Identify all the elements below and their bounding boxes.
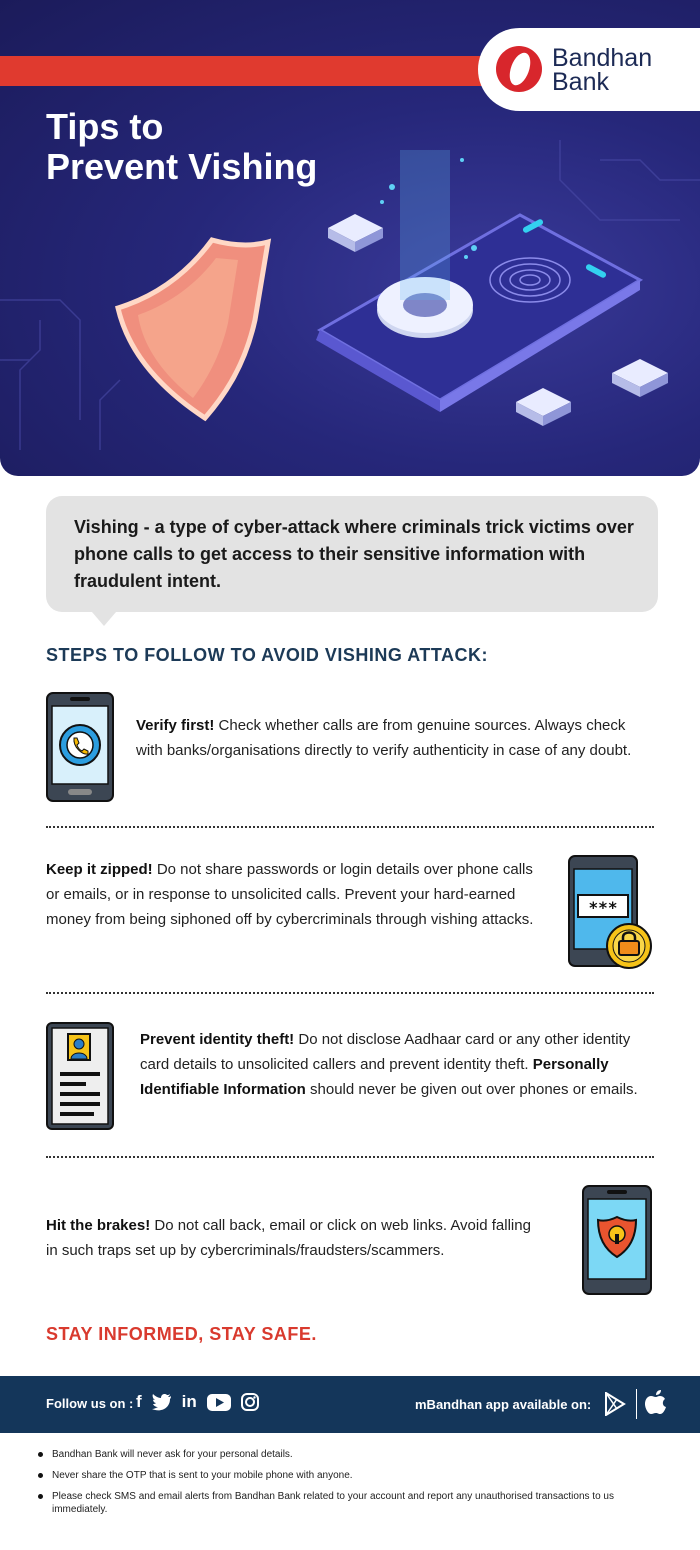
apple-icon[interactable] — [645, 1390, 667, 1416]
tip-3-body2: should never be given out over phones or emails. — [305, 1081, 638, 1098]
tip-2-heading: Keep it zipped! — [46, 861, 153, 878]
tip-hit-the-brakes — [46, 1213, 546, 1263]
note-item: Bandhan Bank will never ask for your personal details. — [38, 1448, 658, 1461]
tip-4-heading: Hit the brakes! — [46, 1217, 151, 1234]
hero-banner — [0, 0, 700, 476]
tip-3-body: Do not disclose Aadhaar card or any other identity card details to unsolicited callers and prevent identity theft. — [140, 1031, 631, 1073]
steps-heading: STEPS TO FOLLOW TO AVOID VISHING ATTACK: — [46, 645, 488, 665]
red-stripe — [0, 56, 560, 86]
bandhan-bank-logo[interactable] — [478, 28, 700, 111]
divider — [46, 1156, 654, 1158]
definition-callout — [46, 496, 658, 612]
svg-text:***: *** — [588, 898, 618, 917]
tip-4-body: Do not call back, email or click on web links. Avoid falling in such traps set up by cybercriminals/fraudsters/scammers. — [46, 1217, 531, 1259]
note-item: Please check SMS and email alerts from Bandhan Bank related to your account and report any unauthorised transactions to us immediately. — [38, 1490, 658, 1516]
social-links — [136, 1392, 259, 1412]
closing-message: STAY INFORMED, STAY SAFE. — [46, 1324, 317, 1344]
divider — [46, 992, 654, 994]
google-play-icon[interactable] — [604, 1392, 626, 1416]
youtube-icon[interactable] — [207, 1394, 231, 1411]
store-divider — [636, 1389, 637, 1419]
instagram-icon[interactable] — [241, 1393, 259, 1411]
title-line1: Tips to — [46, 106, 164, 147]
phone-shield-icon — [582, 1185, 654, 1297]
tip-3-heading: Prevent identity theft! — [140, 1031, 295, 1048]
logo-line1: Bandhan — [552, 44, 653, 72]
facebook-icon[interactable]: f — [136, 1392, 142, 1411]
title-line2: Prevent Vishing — [46, 146, 318, 187]
divider — [46, 826, 654, 828]
tip-1-body: Check whether calls are from genuine sources. Always check with banks/organisations directly to verify authenticity in case of any doubt. — [136, 717, 632, 759]
app-availability-label: mBandhan app available on: — [415, 1397, 592, 1412]
phone-call-icon — [46, 692, 116, 804]
logo-line2: Bank — [552, 68, 609, 96]
tip-2-body: Do not share passwords or login details over phone calls or emails, or in response to unsolicited calls. Prevent your hard-earned money from being siphoned off by cybercriminals through vishing attacks. — [46, 861, 534, 928]
footer-bar — [0, 1376, 700, 1433]
definition-text: Vishing - a type of cyber-attack where criminals trick victims over phone calls to get access to their sensitive information with fraudulent intent. — [74, 517, 634, 591]
tip-verify-first — [136, 713, 646, 763]
follow-label: Follow us on : — [46, 1396, 134, 1411]
tip-3-heading2: Personally Identifiable Information — [140, 1056, 609, 1098]
logo-text — [552, 46, 652, 94]
disclaimer-notes — [38, 1448, 658, 1524]
id-card-icon — [46, 1022, 116, 1132]
phone-password-lock-icon — [568, 855, 654, 971]
linkedin-icon[interactable]: in — [181, 1392, 197, 1411]
note-item: Never share the OTP that is sent to your mobile phone with anyone. — [38, 1469, 658, 1482]
tip-1-heading: Verify first! — [136, 717, 215, 734]
tip-keep-it-zipped — [46, 857, 546, 932]
logo-mark-icon — [496, 46, 542, 92]
twitter-icon[interactable] — [152, 1393, 172, 1411]
tip-prevent-identity-theft — [140, 1027, 650, 1102]
page-title — [46, 107, 317, 187]
